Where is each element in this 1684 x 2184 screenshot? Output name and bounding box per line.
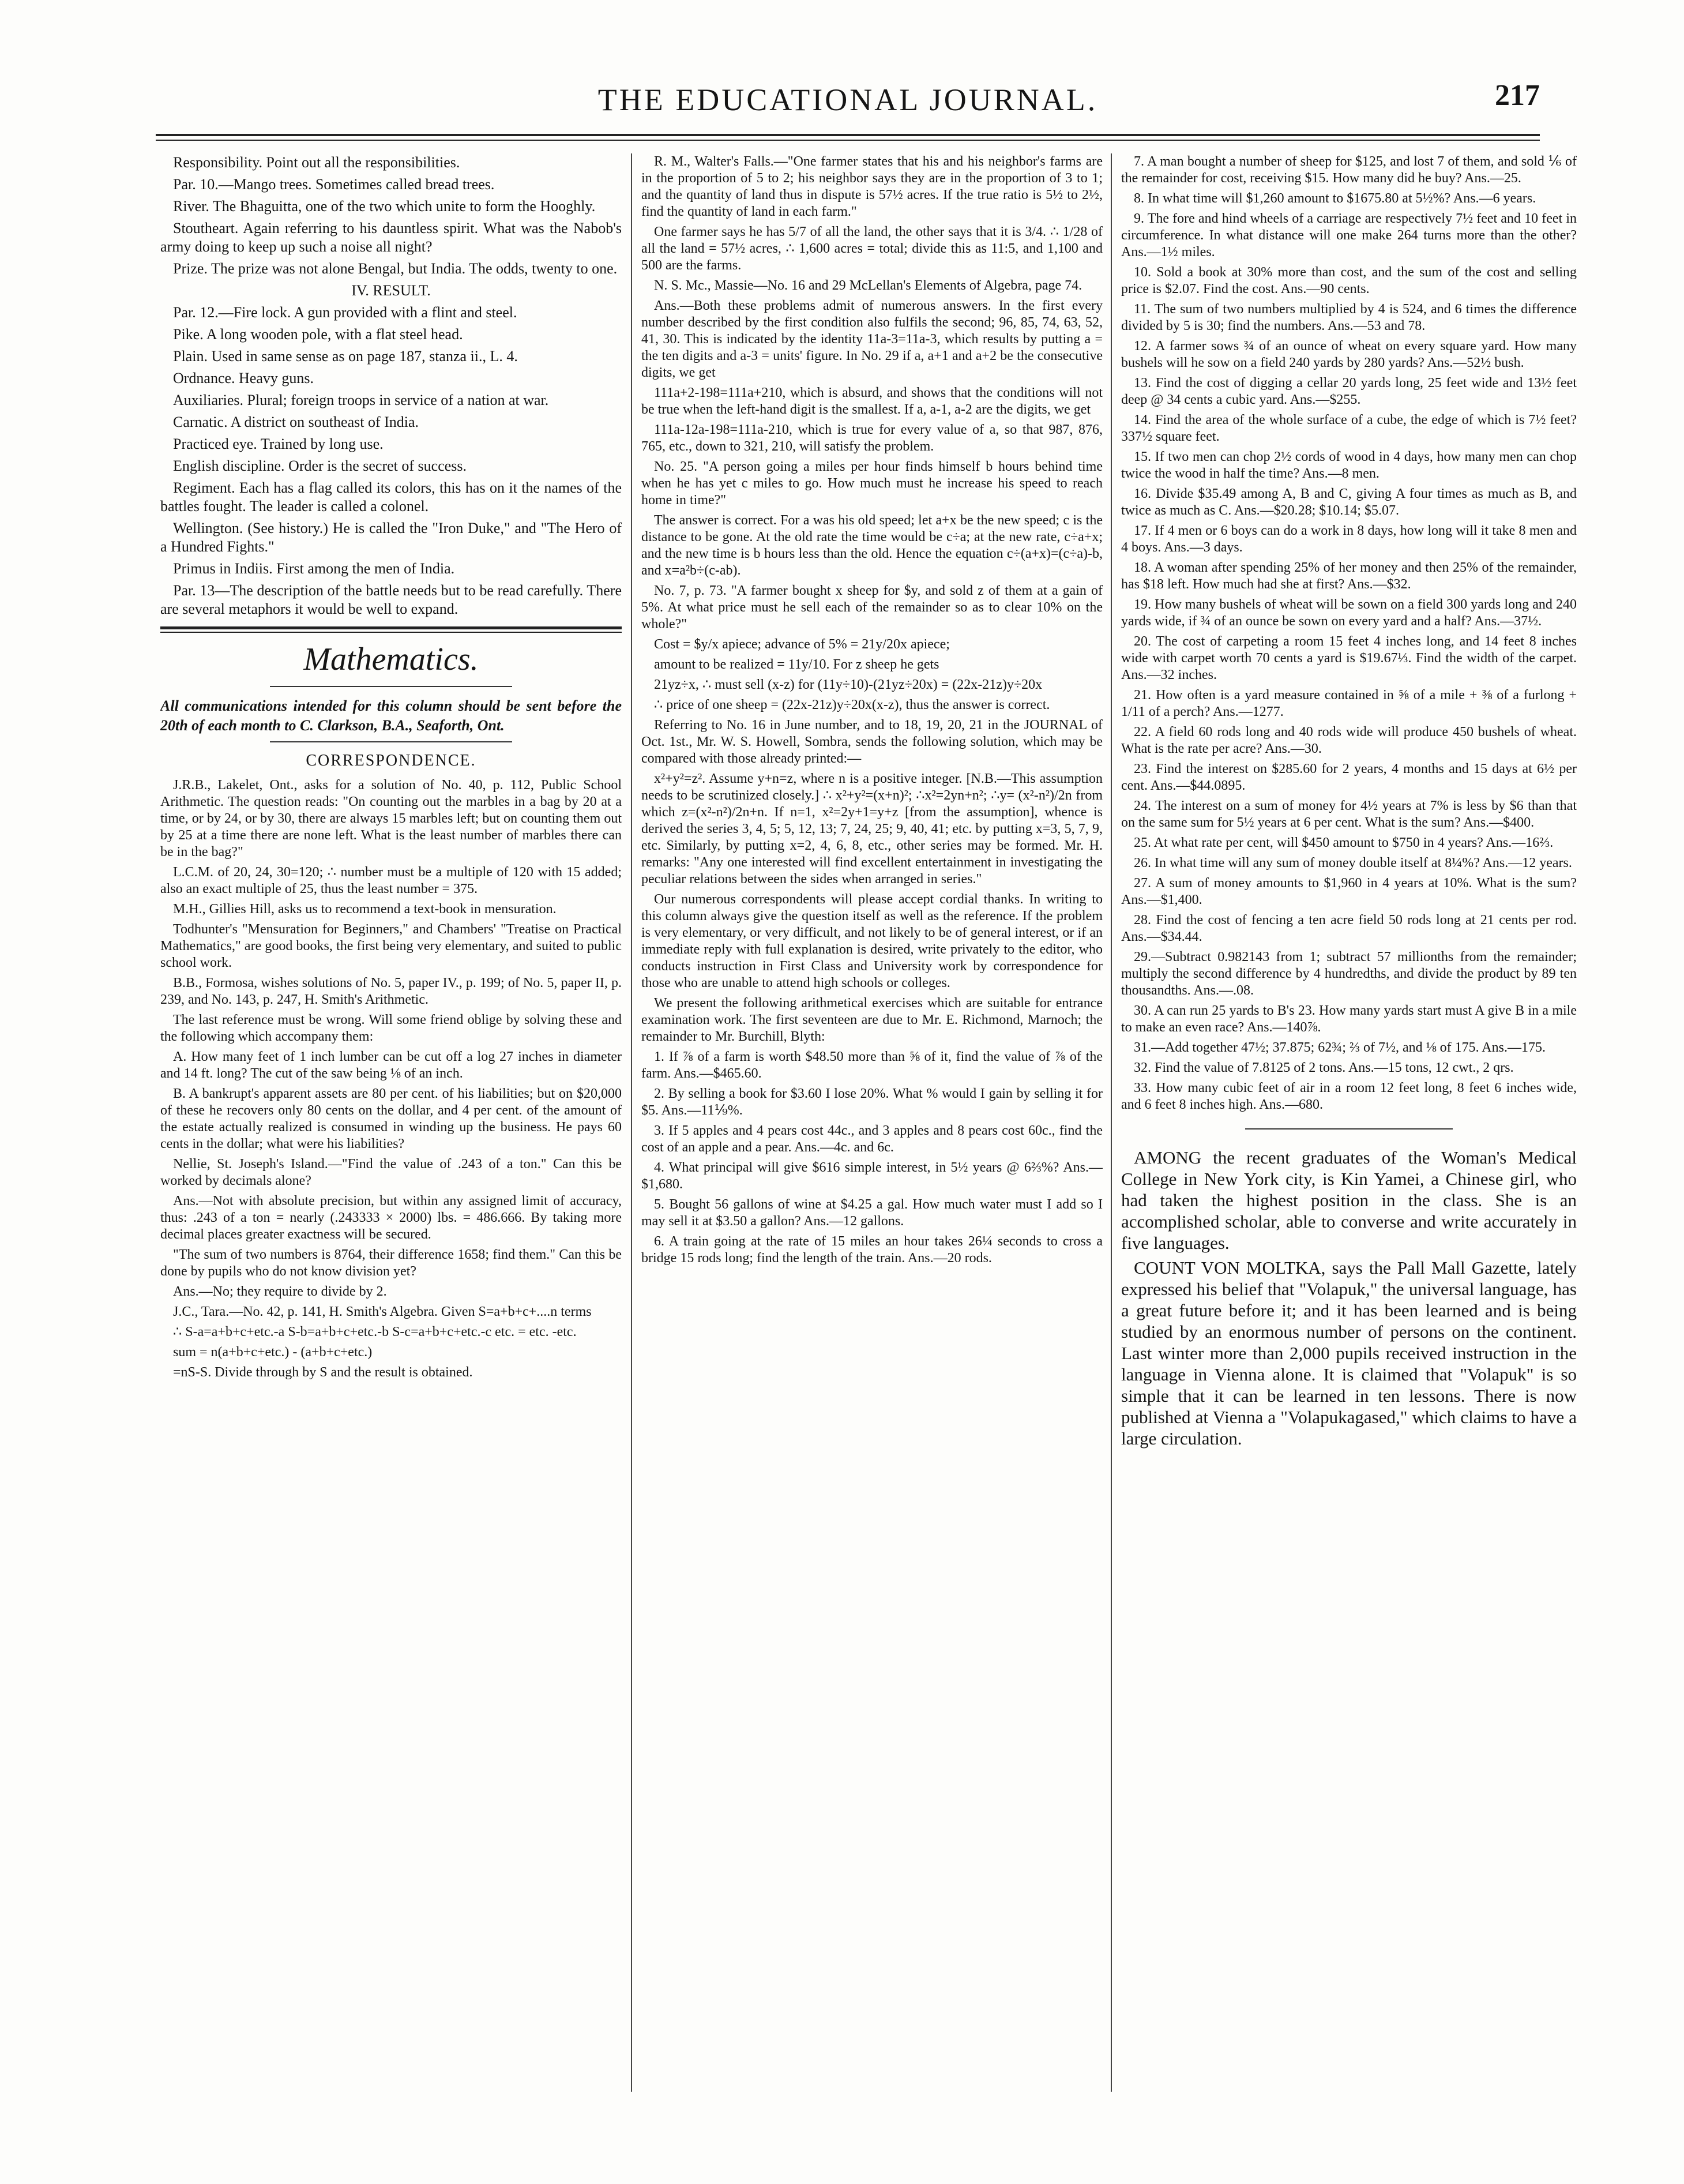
- paragraph: L.C.M. of 20, 24, 30=120; ∴ number must be a multiple of 120 with 15 added; also an exact multiple of 25, thus the least number = 375.: [160, 865, 622, 896]
- paragraph: Practiced eye. Trained by long use.: [173, 436, 384, 452]
- paragraph: 2. By selling a book for $3.60 I lose 20%. What % would I gain by selling it for $5. Ans.—11⅑%.: [641, 1086, 1103, 1118]
- paragraph: 11. The sum of two numbers multiplied by 4 is 524, and 6 times the difference divided by 5 is 30; find the numbers. Ans.—53 and 78.: [1121, 302, 1577, 333]
- paragraph: Par. 12.—Fire lock. A gun provided with a flint and steel.: [173, 304, 517, 321]
- paragraph: 16. Divide $35.49 among A, B and C, giving A four times as much as B, and twice as much as C. Ans.—$20.28; $10.14; $5.07.: [1121, 486, 1577, 518]
- news-rule: [1245, 1128, 1453, 1129]
- paragraph: Stoutheart. Again referring to his dauntless spirit. What was the Nabob's army doing to keep up such a noise all night?: [160, 220, 622, 255]
- journal-title: THE EDUCATIONAL JOURNAL.: [597, 82, 1098, 117]
- paragraph: 18. A woman after spending 25% of her money and then 25% of the remainder, has $18 left. How much had she at first? Ans.—$32.: [1121, 560, 1577, 592]
- paragraph: Carnatic. A district on southeast of India.: [173, 414, 419, 430]
- paragraph: 30. A can run 25 yards to B's 23. How many yards start must A give B in a mile to make an even race? Ans.—140⅞.: [1121, 1003, 1577, 1035]
- paragraph: No. 25. "A person going a miles per hour finds himself b hours behind time when he has yet c miles to go. How much must he increase his speed to reach home in time?": [641, 459, 1103, 508]
- paragraph: 32. Find the value of 7.8125 of 2 tons. Ans.—15 tons, 12 cwt., 2 qrs.: [1134, 1060, 1514, 1075]
- news-item-graduates: AMONG the recent graduates of the Woman's Medical College in New York city, is Kin Yamei, a Chinese girl, who had taken the highest position in the class. She is an accomplished scholar, able to converse and write accurately in five languages.: [1121, 1147, 1577, 1253]
- paragraph: amount to be realized = 11y/10. For z sheep he gets: [654, 657, 939, 672]
- paragraph: B.B., Formosa, wishes solutions of No. 5, paper IV., p. 199; of No. 5, paper II, p. 239, and No. 143, p. 247, H. Smith's Arithmetic.: [160, 975, 622, 1007]
- paragraph: "The sum of two numbers is 8764, their difference 1658; find them." Can this be done by pupils who do not know division yet?: [160, 1247, 622, 1279]
- correspondence-heading: CORRESPONDENCE.: [306, 752, 476, 770]
- paragraph: 13. Find the cost of digging a cellar 20 yards long, 25 feet wide and 13½ feet deep @ 34 cents a cubic yard. Ans.—$255.: [1121, 376, 1577, 407]
- paragraph: 20. The cost of carpeting a room 15 feet 4 inches long, and 14 feet 8 inches wide with carpet worth 70 cents a yard is $19.67⅓. Find the width of the carpet. Ans.—32 inches.: [1121, 634, 1577, 682]
- paragraph: Responsibility. Point out all the responsibilities.: [173, 154, 460, 171]
- paragraph: J.R.B., Lakelet, Ont., asks for a solution of No. 40, p. 112, Public School Arithmetic. The question reads: "On counting out the marbles in a bag by 20 at a time, or by 24, or by 30, there are always 15 marbles left; but on counting them out by 25 at a time there are none left. What is the least number of marbles there can be in the bag?": [160, 778, 622, 860]
- paragraph: River. The Bhaguitta, one of the two which unite to form the Hooghly.: [173, 198, 596, 215]
- header-rule: [156, 134, 1540, 136]
- paragraph: Primus in Indiis. First among the men of India.: [173, 560, 455, 577]
- paragraph: 29.—Subtract 0.982143 from 1; subtract 57 millionths from the remainder; multiply the second difference by 4 hundredths, and divide the product by 89 ten thousandths. Ans.—.08.: [1121, 950, 1577, 998]
- paragraph: Par. 10.—Mango trees. Sometimes called bread trees.: [173, 176, 495, 193]
- paragraph: A. How many feet of 1 inch lumber can be cut off a log 27 inches in diameter and 14 ft. long? The cut of the saw being ⅛ of an inch.: [160, 1049, 622, 1081]
- paragraph: English discipline. Order is the secret of success.: [173, 457, 467, 474]
- paragraph: The answer is correct. For a was his old speed; let a+x be the new speed; c is the distance to be gone. At the old rate the time would be c÷a; at the new rate, c÷a+x; and the new time is b hours less than the old. Hence the equation c÷(a+x)=(c÷a)-b, and x=a²b÷(c-ab).: [641, 513, 1103, 578]
- paragraph: N. S. Mc., Massie—No. 16 and 29 McLellan's Elements of Algebra, page 74.: [654, 278, 1082, 293]
- paragraph: 27. A sum of money amounts to $1,960 in 4 years at 10%. What is the sum? Ans.—$1,400.: [1121, 876, 1577, 907]
- paragraph: Plain. Used in same sense as on page 187, stanza ii., L. 4.: [173, 348, 518, 365]
- paragraph: Our numerous correspondents will please accept cordial thanks. In writing to this column always give the question itself as well as the reference. If the problem is very elementary, or very difficult, and not likely to be of general interest, or if an immediate reply with full explanation is desired, write privately to the editor, who conducts instruction in First Class and University work by correspondence for those who are unable to attend high schools or colleges.: [641, 892, 1103, 990]
- paragraph: 14. Find the area of the whole surface of a cube, the edge of which is 7½ feet? 337½ square feet.: [1121, 412, 1577, 444]
- paragraph: sum = n(a+b+c+etc.) - (a+b+c+etc.): [173, 1345, 373, 1360]
- page-number: 217: [1495, 79, 1540, 112]
- paragraph: 111a-12a-198=111a-210, which is true for every value of a, so that 987, 876, 765, etc., down to 321, 210, will satisfy the problem.: [641, 422, 1103, 454]
- paragraph: 21yz÷x, ∴ must sell (x-z) for (11y÷10)-(21yz÷20x) = (22x-21z)y÷20x: [654, 677, 1043, 692]
- paragraph: 1. If ⅞ of a farm is worth $48.50 more than ⅝ of it, find the value of ⅞ of the farm. Ans.—$465.60.: [641, 1049, 1103, 1081]
- paragraph: 10. Sold a book at 30% more than cost, and the sum of the cost and selling price is $2.07. Find the cost. Ans.—90 cents.: [1121, 265, 1577, 297]
- paragraph: 15. If two men can chop 2½ cords of wood in 4 days, how many men can chop twice the wood in half the time? Ans.—8 men.: [1121, 449, 1577, 481]
- correspondence-list: [160, 777, 622, 1381]
- paragraph: 26. In what time will any sum of money double itself at 8¼%? Ans.—12 years.: [1134, 855, 1572, 870]
- news-item-volapuk: COUNT VON MOLTKA, says the Pall Mall Gazette, lately expressed his belief that "Volapuk," the universal language, has a great future before it; and it has been learned and is being studied by an enormous number of persons on the continent. Last winter more than 2,000 pupils received instruction in the language in Vienna alone. It is claimed that "Volapuk" is so simple that it can be learned in ten lessons. There is now published at Vienna a "Volapukagased," which claims to have a large circulation.: [1121, 1258, 1577, 1449]
- paragraph: 21. How often is a yard measure contained in ⅝ of a mile + ⅜ of a furlong + 1/11 of a perch? Ans.—1277.: [1121, 688, 1577, 719]
- paragraph: Ans.—Not with absolute precision, but within any assigned limit of accuracy, thus: .243 of a ton = nearly (.243333 × 2000) lbs. = 486.666. By taking more decimal places greater exactness will be secured.: [160, 1194, 622, 1242]
- paragraph: 5. Bought 56 gallons of wine at $4.25 a gal. How much water must I add so I may sell it at $3.50 a gallon? Ans.—12 gallons.: [641, 1197, 1103, 1229]
- column-left: [160, 153, 622, 2138]
- paragraph: B. A bankrupt's apparent assets are 80 per cent. of his liabilities; but on $20,000 of these he recovers only 80 cents on the dollar, and 4 per cent. of the amount of the estate actually realized is consumed in winding up the business. He pays 60 cents in the dollar; what were his liabilities?: [160, 1086, 622, 1151]
- paragraph: Prize. The prize was not alone Bengal, but India. The odds, twenty to one.: [173, 260, 618, 277]
- section-rule-thin: [160, 632, 622, 633]
- paragraph: 9. The fore and hind wheels of a carriage are respectively 7½ feet and 10 feet in circumference. In what distance will one make 264 turns more than the other? Ans.—1½ miles.: [1121, 211, 1577, 260]
- paragraph: 8. In what time will $1,260 amount to $1675.80 at 5½%? Ans.—6 years.: [1134, 191, 1536, 206]
- column-middle: [641, 153, 1103, 2138]
- paragraph: 111a+2-198=111a+210, which is absurd, and shows that the conditions will not be true when the left-hand digit is the smallest. If a, a-1, a-2 are the digits, we get: [641, 385, 1103, 417]
- math-answers: [641, 153, 1103, 1267]
- paragraph: One farmer says he has 5/7 of all the land, the other says that it is 3/4. ∴ 1/28 of all the land = 57½ acres, ∴ 1,600 acres = total; divide this as 11:5, and 1,100 and 500 are the farms.: [641, 224, 1103, 273]
- paragraph: Auxiliaries. Plural; foreign troops in service of a nation at war.: [173, 392, 549, 408]
- paragraph: J.C., Tara.—No. 42, p. 141, H. Smith's Algebra. Given S=a+b+c+....n terms: [173, 1304, 592, 1319]
- paragraph: 33. How many cubic feet of air in a room 12 feet long, 8 feet 6 inches wide, and 6 feet 8 inches high. Ans.—680.: [1121, 1080, 1577, 1112]
- section-title: Mathematics.: [303, 641, 479, 677]
- paragraph: Nellie, St. Joseph's Island.—"Find the value of .243 of a ton." Can this be worked by decimals alone?: [160, 1157, 622, 1188]
- column-divider: [631, 153, 632, 2092]
- submission-notice: All communications intended for this column should be sent before the 20th of each month to C. Clarkson, B.A., Seaforth, Ont.: [160, 697, 622, 734]
- paragraph: 31.—Add together 47½; 37.875; 62¾; ⅔ of 7½, and ⅛ of 175. Ans.—175.: [1134, 1040, 1546, 1055]
- column-right: [1121, 153, 1577, 2138]
- paragraph: Referring to No. 16 in June number, and to 18, 19, 20, 21 in the JOURNAL of Oct. 1st., Mr. W. S. Howell, Sombra, sends the following solution, which may be compared with those already printed:—: [641, 718, 1103, 766]
- paragraph: Todhunter's "Mensuration for Beginners," and Chambers' "Treatise on Practical Mathematics," are good books, the first being very elementary, and suited to public school work.: [160, 922, 622, 970]
- paragraph: ∴ price of one sheep = (22x-21z)y÷20x(x-z), thus the answer is correct.: [654, 697, 1050, 712]
- paragraph: x²+y²=z². Assume y+n=z, where n is a positive integer. [N.B.—This assumption needs to be scrutinized closely.] ∴ x²+y²=(x+n)²; ∴x²=2yn+n²; ∴y= (x²-n²)/2n from which z=(x²-n²)/2n+n. If n=1, x²=2y+1=y+z [from the assumption], whence is derived the series 3, 4, 5; 5, 12, 13; 7, 24, 25; 9, 40, 41; etc. by putting x=3, 5, 7, 9, etc. Similarly, by putting x=2, 4, 6, 8, etc., other series may be formed. Mr. H. remarks: "Any one interested will find excellent entertainment in investigating the peculiar relations between the sides when arranged in series.": [641, 771, 1103, 887]
- title-rule: [270, 686, 512, 687]
- paragraph: 23. Find the interest on $285.60 for 2 years, 4 months and 15 days at 6½ per cent. Ans.—$44.0895.: [1121, 761, 1577, 793]
- paragraph: 22. A field 60 rods long and 40 rods wide will produce 450 bushels of wheat. What is the rate per acre? Ans.—30.: [1121, 725, 1577, 756]
- paragraph: Pike. A long wooden pole, with a flat steel head.: [173, 326, 463, 343]
- paragraph: Wellington. (See history.) He is called the "Iron Duke," and "The Hero of a Hundred Fights.": [160, 520, 622, 555]
- paragraph: R. M., Walter's Falls.—"One farmer states that his and his neighbor's farms are in the proportion of 5 to 2; his neighbor says they are in the proportion of 3 to 1; and the quantity of land thus in dispute is 57½ acres. If the true ratio is 5½ to 2½, find the quantity of land in each farm.": [641, 154, 1103, 219]
- paragraph: 6. A train going at the rate of 15 miles an hour takes 26¼ seconds to cross a bridge 15 rods long; find the length of the train. Ans.—20 rods.: [641, 1234, 1103, 1266]
- paragraph: Ans.—No; they require to divide by 2.: [173, 1284, 387, 1299]
- paragraph: The last reference must be wrong. Will some friend oblige by solving these and the following which accompany them:: [160, 1012, 622, 1044]
- paragraph: Ans.—Both these problems admit of numerous answers. In the first every number described by the first condition also fulfils the second; 96, 85, 74, 63, 52, 41, 30. This is indicated by the identity 11a-3=11a-3, which results by putting a = the ten digits and a-3 = units' figure. In No. 29 if a, a+1 and a+2 be the consecutive digits, we get: [641, 298, 1103, 380]
- paragraph: M.H., Gillies Hill, asks us to recommend a text-book in mensuration.: [173, 902, 557, 917]
- paragraph: 24. The interest on a sum of money for 4½ years at 7% is less by $6 than that on the same sum for 5½ years at 6 per cent. What is the sum? Ans.—$400.: [1121, 798, 1577, 830]
- paragraph: 7. A man bought a number of sheep for $125, and lost 7 of them, and sold ⅙ of the remainder for cost, receiving $15. How many did he buy? Ans.—25.: [1121, 154, 1577, 186]
- paragraph: Par. 13—The description of the battle needs but to be read carefully. There are several metaphors it would be well to expand.: [160, 582, 622, 617]
- paragraph: Cost = $y/x apiece; advance of 5% = 21y/20x apiece;: [654, 637, 950, 652]
- notice-rule: [270, 741, 512, 742]
- exercise-list: [1121, 153, 1577, 1113]
- paragraph: =nS-S. Divide through by S and the result is obtained.: [173, 1365, 473, 1380]
- paragraph: Regiment. Each has a flag called its colors, this has on it the names of the battles fought. The leader is called a colonel.: [160, 479, 622, 515]
- paragraph: No. 7, p. 73. "A farmer bought x sheep for $y, and sold z of them at a gain of 5%. At what price must he sell each of the remainder so as to clear 10% on the whole?": [641, 583, 1103, 632]
- paragraph: ∴ S-a=a+b+c+etc.-a S-b=a+b+c+etc.-b S-c=a+b+c+etc.-c etc. = etc. -etc.: [173, 1324, 577, 1339]
- paragraph: 4. What principal will give $616 simple interest, in 5½ years @ 6⅔%? Ans.—$1,680.: [641, 1160, 1103, 1192]
- paragraph: 25. At what rate per cent, will $450 amount to $750 in 4 years? Ans.—16⅔.: [1134, 835, 1554, 850]
- paragraph: 12. A farmer sows ¾ of an ounce of wheat on every square yard. How many bushels will he sow on a field 240 yards by 280 yards? Ans.—52½ bush.: [1121, 339, 1577, 370]
- paragraph: Ordnance. Heavy guns.: [173, 370, 314, 386]
- paragraph: 3. If 5 apples and 4 pears cost 44c., and 3 apples and 8 pears cost 60c., find the cost of an apple and a pear. Ans.—4c. and 6c.: [641, 1123, 1103, 1155]
- header-rule-thin: [156, 140, 1540, 141]
- lesson-notes: [160, 153, 622, 618]
- paragraph: 19. How many bushels of wheat will be sown on a field 300 yards long and 240 yards wide, if ¾ of an ounce be sown on every yard and a half? Ans.—37½.: [1121, 597, 1577, 629]
- page-header: [156, 78, 1540, 130]
- paragraph: 28. Find the cost of fencing a ten acre field 50 rods long at 21 cents per rod. Ans.—$34.44.: [1121, 913, 1577, 944]
- paragraph: We present the following arithmetical exercises which are suitable for entrance examination work. The first seventeen are due to Mr. E. Richmond, Marnoch; the remainder to Mr. Burchill, Blyth:: [641, 996, 1103, 1044]
- column-divider: [1111, 153, 1112, 2092]
- section-rule: [160, 626, 622, 629]
- paragraph: IV. RESULT.: [351, 282, 431, 299]
- paragraph: 17. If 4 men or 6 boys can do a work in 8 days, how long will it take 8 men and 4 boys. Ans.—3 days.: [1121, 523, 1577, 555]
